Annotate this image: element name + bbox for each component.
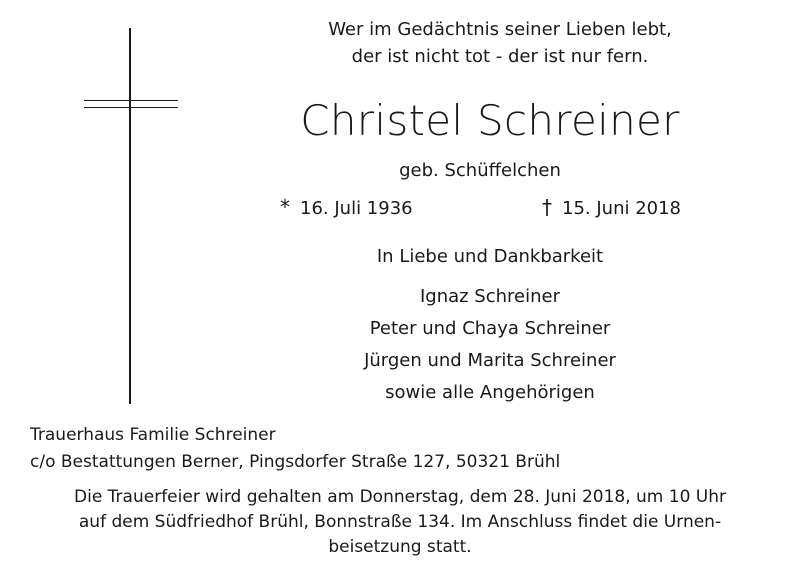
- maiden-name: geb. Schüffelchen: [399, 160, 561, 181]
- death-cross-icon: †: [542, 195, 552, 219]
- mourner-name: sowie alle Angehörigen: [385, 382, 595, 403]
- birth-star-icon: *: [280, 195, 290, 219]
- ceremony-line-2: auf dem Südfriedhof Brühl, Bonnstraße 134. Im Anschluss findet die Urnen-: [78, 512, 722, 532]
- death-date-group: [542, 195, 681, 219]
- motto-line-1: Wer im Gedächtnis seiner Lieben lebt,: [328, 19, 672, 40]
- address-line-2: c/o Bestattungen Berner, Pingsdorfer Straße 127, 50321 Brühl: [30, 452, 561, 472]
- cross-icon-vertical: [129, 28, 131, 404]
- mourner-name: Jürgen und Marita Schreiner: [364, 350, 616, 371]
- birth-date-group: [280, 195, 413, 219]
- mourner-name: Ignaz Schreiner: [419, 286, 561, 307]
- death-date: 15. Juni 2018: [562, 198, 682, 219]
- ceremony-line-1: Die Trauerfeier wird gehalten am Donnerstag, dem 28. Juni 2018, um 10 Uhr: [74, 487, 726, 507]
- motto-line-2: der ist nicht tot - der ist nur fern.: [351, 46, 649, 67]
- mourner-name: Peter und Chaya Schreiner: [369, 318, 611, 339]
- cross-icon-horizontal: [84, 100, 178, 108]
- ceremony-line-3: beisetzung statt.: [328, 537, 472, 557]
- address-line-1: Trauerhaus Familie Schreiner: [30, 425, 276, 445]
- birth-date: 16. Juli 1936: [300, 198, 413, 219]
- deceased-name: Christel Schreiner: [300, 96, 680, 145]
- mourners-intro: In Liebe und Dankbarkeit: [376, 246, 604, 267]
